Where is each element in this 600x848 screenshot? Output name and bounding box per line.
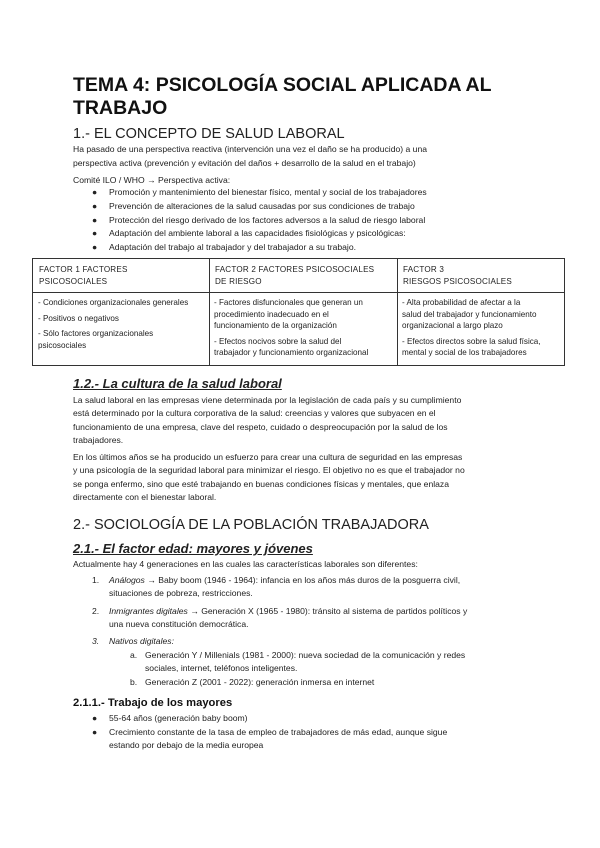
table-header-factor-2: FACTOR 2 FACTORES PSICOSOCIALES DE RIESGO (215, 265, 375, 286)
table-header-divider (33, 292, 564, 293)
bullet-text: 55-64 años (generación baby boom) (109, 713, 248, 723)
list-marker: b. (130, 677, 138, 687)
list-marker: 3. (92, 636, 100, 646)
comite-line: Comité ILO / WHO → Perspectiva activa: (73, 175, 231, 185)
generation-item-analogos-cont: situaciones de pobreza, restricciones. (109, 588, 253, 598)
paragraph-cultura-2: En los últimos años se ha producido un esfuerzo para crear una cultura de seguridad en las empresas y una psicología de la seguridad laboral para minimizar el riesgo. El objetivo no es que el trabajador no se ponga enfermo, sino que esté trabajando en buenas condiciones físicas y mentales, que enlaza directamente con el bienestar laboral. (73, 452, 465, 502)
bullet-text-cont: estando por debajo de la media europea (109, 740, 264, 750)
table-cell-factor-3: - Alta probabilidad de afectar a la salud del trabajador y funcionamiento organizacional a largo plazo - Efectos directos sobre la salud física, mental y social de los trabajadores (402, 298, 541, 357)
bullet-text: Protección del riesgo derivado de los factores adversos a la salud de riesgo laboral (109, 215, 426, 225)
generation-subitem-y-cont: sociales, internet, teléfonos inteligentes. (145, 663, 298, 673)
bullet-icon: ● (92, 713, 98, 723)
bullet-icon: ● (92, 242, 98, 252)
bullet-text: Adaptación del trabajo al trabajador y del trabajador a su trabajo. (109, 242, 356, 252)
bullet-text: Crecimiento constante de la tasa de empleo de trabajadores de más edad, aunque sigue (109, 727, 448, 737)
table-divider (209, 259, 210, 365)
table-cell-factor-2: - Factores disfuncionales que generan un procedimiento inadecuado en el funcionamiento de la organización - Efectos nocivos sobre la salud del trabajador y funcionamiento organizacional (214, 298, 369, 357)
table-cell-factor-1: - Condiciones organizacionales generales - Positivos o negativos - Sólo factores organizacionales psicosociales (38, 298, 189, 350)
table-header-factor-1: FACTOR 1 FACTORES PSICOSOCIALES (39, 265, 128, 286)
paragraph-cultura-1: La salud laboral en las empresas viene determinada por la legislación de cada país y su cumplimiento está determinado por la cultura corporativa de la salud: creencias y valores que subyacen en el funcionamiento de una empresa, clave del respeto, cuidado o despreocupación por la salud de los trabajadores. (73, 395, 462, 445)
list-marker: 1. (92, 575, 100, 585)
bullet-icon: ● (92, 727, 98, 737)
bullet-text: Promoción y mantenimiento del bienestar físico, mental y social de los trabajadores (109, 187, 427, 197)
factors-table (32, 258, 565, 366)
subsection-heading-cultura: 1.2.- La cultura de la salud laboral (73, 376, 282, 391)
table-header-factor-3: FACTOR 3 RIESGOS PSICOSOCIALES (403, 265, 512, 286)
generation-subitem-y: Generación Y / Millenials (1981 - 2000): nueva sociedad de la comunicación y redes (145, 650, 466, 660)
bullet-text: Prevención de alteraciones de la salud causadas por sus condiciones de trabajo (109, 201, 415, 211)
generation-item-nativos: Nativos digitales: (109, 636, 174, 646)
generation-subitem-z: Generación Z (2001 - 2022): generación inmersa en internet (145, 677, 375, 687)
bullet-text: Adaptación del ambiente laboral a las capacidades fisiológicas y psicológicas: (109, 228, 406, 238)
paragraph-line: perspectiva activa (prevención y evitación del daños + desarrollo de la salud en el trabajo) (73, 158, 416, 168)
bullet-icon: ● (92, 187, 98, 197)
generations-intro: Actualmente hay 4 generaciones en las cuales las características laborales son diferentes: (73, 559, 418, 569)
bullet-icon: ● (92, 228, 98, 238)
list-marker: 2. (92, 606, 100, 616)
subsection-heading-factor-edad: 2.1.- El factor edad: mayores y jóvenes (73, 541, 313, 556)
paragraph-line: Ha pasado de una perspectiva reactiva (intervención una vez el daño se ha producido) a una (73, 144, 428, 154)
document-title: TEMA 4: PSICOLOGÍA SOCIAL APLICADA AL TRABAJO (73, 74, 492, 119)
generation-item-analogos: Análogos → Baby boom (1946 - 1964): infancia en los años más duros de la posguerra civil, (109, 575, 461, 585)
generation-item-inmigrantes-cont: una nueva constitución democrática. (109, 619, 249, 629)
bullet-icon: ● (92, 201, 98, 211)
list-marker: a. (130, 650, 138, 660)
table-divider (397, 259, 398, 365)
generation-item-inmigrantes: Inmigrantes digitales → Generación X (1965 - 1980): tránsito al sistema de partidos políticos y (109, 606, 468, 616)
subsection-heading-trabajo-mayores: 2.1.1.- Trabajo de los mayores (73, 697, 233, 709)
bullet-icon: ● (92, 215, 98, 225)
section-heading-sociologia: 2.- SOCIOLOGÍA DE LA POBLACIÓN TRABAJADORA (73, 517, 429, 533)
section-heading-salud-laboral: 1.- EL CONCEPTO DE SALUD LABORAL (73, 126, 345, 142)
